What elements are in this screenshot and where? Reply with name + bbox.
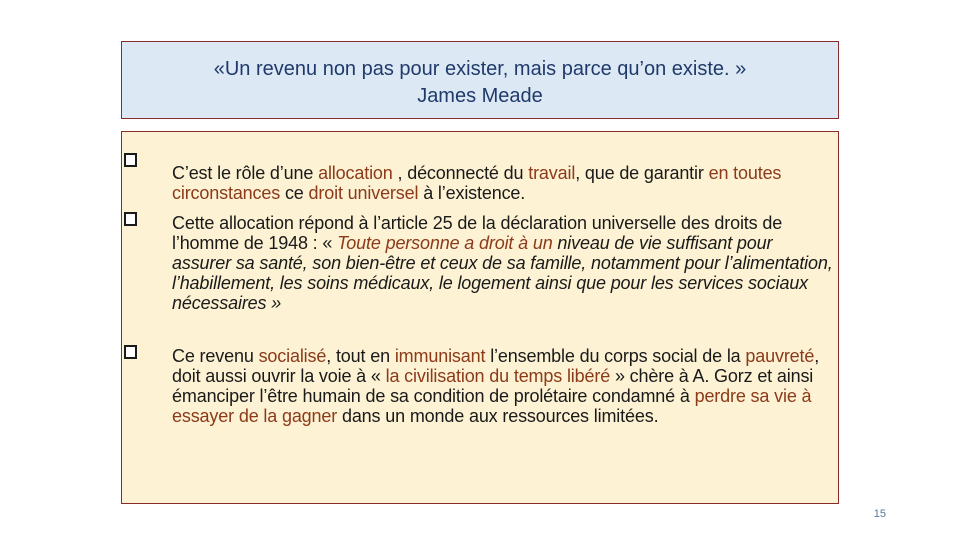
checkbox-bullet-icon bbox=[124, 345, 137, 359]
paragraph-segment: à l’existence. bbox=[418, 183, 526, 203]
paragraph-segment: pauvreté bbox=[745, 346, 815, 366]
paragraph-segment: niveau de vie suffisant pour assurer sa santé, son bien-être et ceux de sa famille, notamment pour l’alimentation, l’habillement, les soins médicaux, le logement ainsi que pour les services sociaux nécessaires » bbox=[172, 233, 833, 313]
paragraph-segment: immunisant bbox=[394, 346, 486, 366]
paragraph-segment: , que de garantir bbox=[575, 163, 709, 183]
paragraph-segment: en toutes circonstances bbox=[172, 163, 782, 203]
paragraph-segment: » chère à A. Gorz et ainsi émanciper l’être humain de sa condition de prolétaire condamné à bbox=[172, 366, 814, 406]
quote-box bbox=[121, 41, 839, 119]
paragraph-segment: Cette allocation répond à l’article 25 de la déclaration universelle des droits de l’homme de 1948 : « bbox=[172, 213, 783, 253]
paragraph-segment: allocation bbox=[318, 163, 393, 183]
page-number: 15 bbox=[873, 508, 886, 520]
paragraph-segment: la civilisation du temps libéré bbox=[385, 366, 611, 386]
quote-author: James Meade bbox=[417, 85, 543, 107]
paragraph-segment: ce bbox=[280, 183, 309, 203]
paragraph-segment: , tout en bbox=[326, 346, 395, 366]
paragraph-segment: C’est le rôle d’une bbox=[172, 163, 319, 183]
bullet-paragraph-2 bbox=[172, 213, 836, 313]
bullet-paragraph-3 bbox=[172, 346, 836, 426]
paragraph-segment: perdre sa vie à essayer de la gagner bbox=[172, 386, 812, 426]
paragraph-segment: Ce revenu bbox=[172, 346, 259, 366]
paragraph-segment: dans un monde aux ressources limitées. bbox=[337, 406, 659, 426]
checkbox-bullet-icon bbox=[124, 212, 137, 226]
paragraph-segment: , doit aussi ouvrir la voie à « bbox=[172, 346, 820, 386]
paragraph-segment: travail bbox=[528, 163, 576, 183]
paragraph-segment: , déconnecté du bbox=[392, 163, 529, 183]
paragraph-segment: socialisé bbox=[258, 346, 327, 366]
quote-text: «Un revenu non pas pour exister, mais parce qu’on existe. » bbox=[213, 58, 747, 80]
bullet-paragraph-1 bbox=[172, 163, 836, 203]
checkbox-bullet-icon bbox=[124, 153, 137, 167]
paragraph-segment: droit universel bbox=[308, 183, 419, 203]
paragraph-segment: Toute personne a droit à un bbox=[337, 233, 553, 253]
paragraph-segment: l’ensemble du corps social de la bbox=[485, 346, 746, 366]
